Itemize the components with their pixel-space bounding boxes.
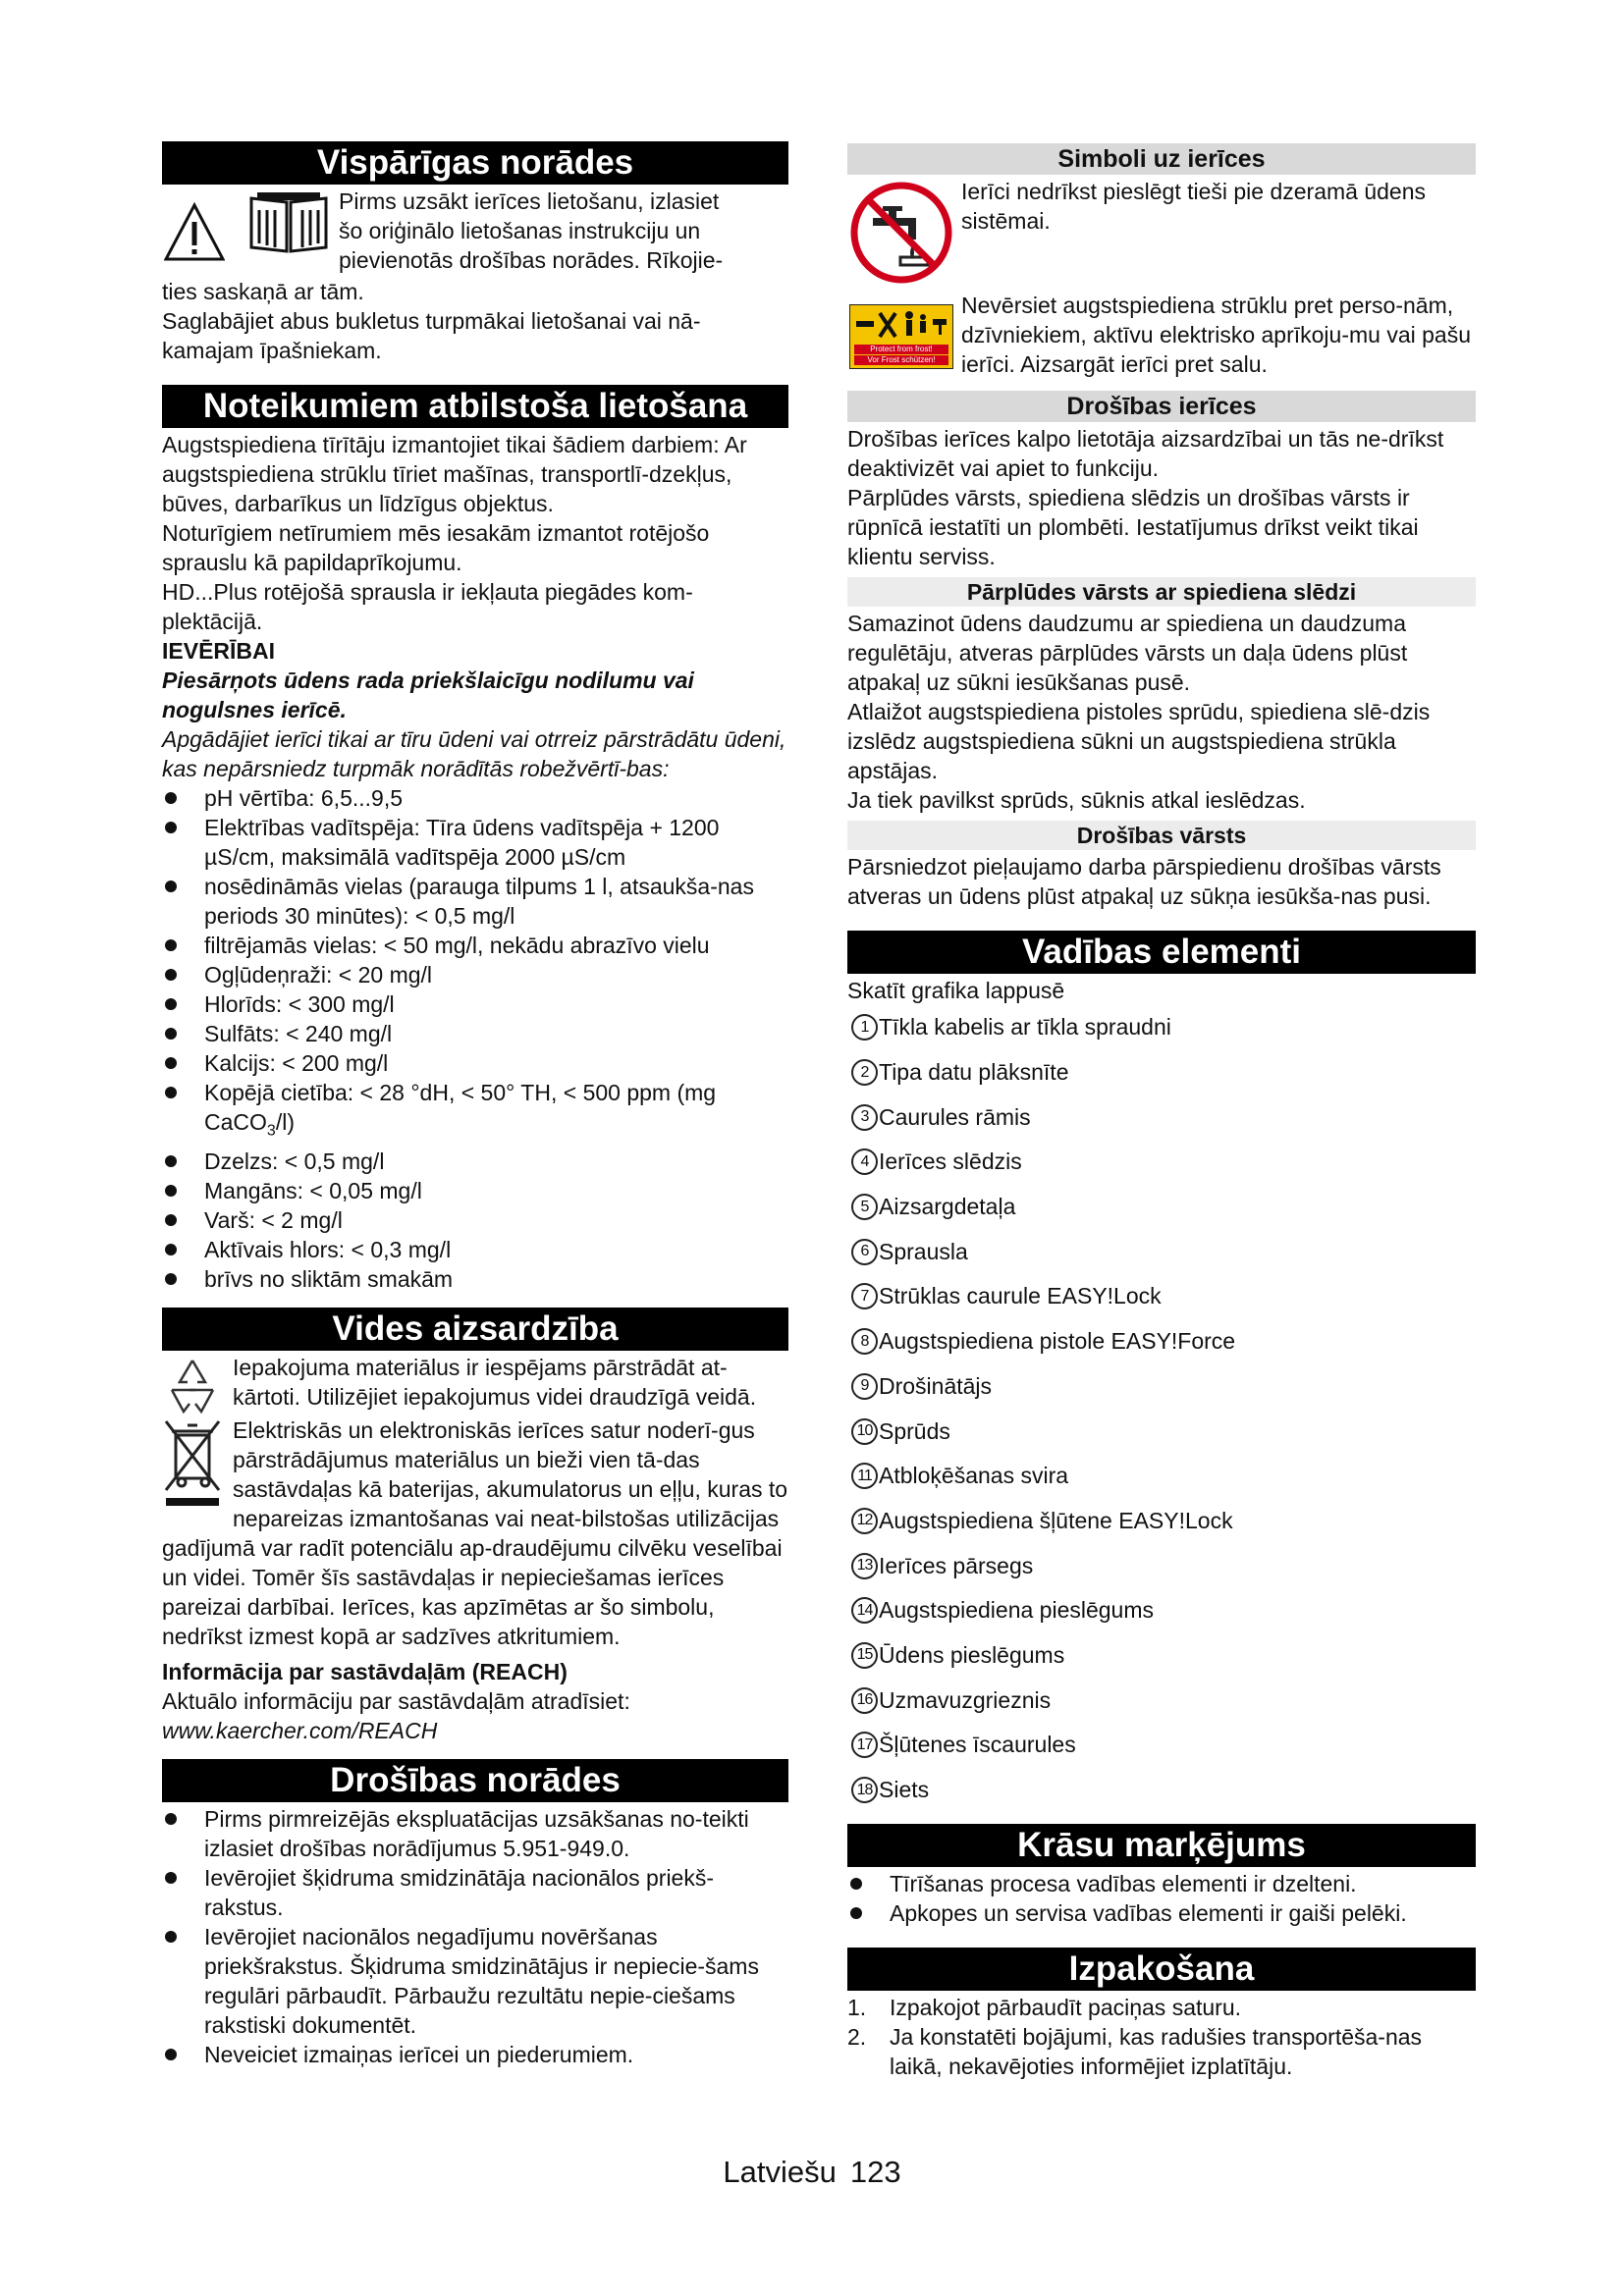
color-coding-item: Tīrīšanas procesa vadības elementi ir dzelteni. <box>847 1869 1476 1898</box>
control-label: Aizsargdetaļa <box>879 1194 1016 1220</box>
limit-item: Dzelzs: < 0,5 mg/l <box>162 1147 788 1176</box>
control-item <box>851 1050 1476 1095</box>
control-item <box>851 1454 1476 1499</box>
control-item <box>851 1588 1476 1633</box>
general-intro-tail: ties saskaņā ar tām. <box>162 279 364 304</box>
intended-use-p2: Noturīgiem netīrumiem mēs iesakām izmantot rotējošo sprauslu kā papildaprīkojumu. <box>162 520 710 575</box>
control-label: Tipa datu plāksnīte <box>879 1059 1069 1086</box>
limit-item-hardness <box>162 1078 788 1147</box>
number-badge: 17 <box>851 1732 878 1758</box>
controls-list <box>851 1005 1476 1812</box>
recycle-block <box>162 1353 788 1415</box>
overflow-valve-p1: Samazinot ūdens daudzumu ar spiediena un daudzuma regulētāju, atveras pārplūdes vārsts un daļa ūdens plūst atpakaļ uz sūkni iesūkšanas pusē. <box>847 611 1408 695</box>
overflow-valve-p2: Atlaižot augstspiediena pistoles sprūdu, spiediena slē-dzis izslēdz augstspiediena sūkni un augstspiediena strūkla apstājas. <box>847 699 1431 783</box>
safety-note-item: Pirms pirmreizējās ekspluatācijas uzsākšanas no-teikti izlasiet drošības norādījumus 5.951-949.0. <box>162 1804 788 1863</box>
control-item <box>851 1319 1476 1364</box>
step-text: Izpakojot pārbaudīt paciņas saturu. <box>890 1995 1242 2021</box>
unpacking-step <box>847 2022 1476 2081</box>
limit-item: Varš: < 2 mg/l <box>162 1205 788 1235</box>
reach-title: Informācija par sastāvdaļām (REACH) <box>162 1658 568 1684</box>
safety-note-item: Ievērojiet nacionālos negadījumu novēršanas priekšrakstus. Šķidruma smidzinātājus ir nepiecie-šams regulāri pārbaudīt. Pārbaužu rezultātu nepie-ciešams rakstiski dokumentēt. <box>162 1922 788 2040</box>
heading-intended-use: Noteikumiem atbilstoša lietošana <box>162 385 788 428</box>
right-column <box>847 143 1476 2081</box>
control-label: Šļūtenes īscaurules <box>879 1732 1076 1758</box>
controls-intro: Skatīt grafika lappusē <box>847 978 1065 1003</box>
control-item <box>851 1140 1476 1185</box>
number-badge: 18 <box>851 1777 878 1803</box>
weee-block <box>162 1415 788 1651</box>
safety-notes-list <box>162 1804 788 2069</box>
control-label: Augstspiediena pistole EASY!Force <box>879 1328 1236 1355</box>
caco-tail: /l) <box>275 1109 295 1135</box>
heading-general-notes: Vispārīgas norādes <box>162 141 788 185</box>
limit-item: nosēdināmās vielas (parauga tilpums 1 l, atsaukša-nas periods 30 minūtes): < 0,5 mg/l <box>162 872 788 931</box>
recycle-icon <box>162 1355 223 1415</box>
control-item <box>851 1409 1476 1454</box>
intended-use-p3: HD...Plus rotējošā sprausla ir iekļauta piegādes kom-plektācijā. <box>162 579 693 634</box>
symbol1-text: Ierīci nedrīkst pieslēgt tieši pie dzeramā ūdens sistēmai. <box>961 179 1427 234</box>
control-label: Sprūds <box>879 1417 950 1444</box>
footer-page-number: 123 <box>849 2155 901 2189</box>
limit-item: filtrējamās vielas: < 50 mg/l, nekādu abrazīvo vielu <box>162 931 788 960</box>
number-badge: 4 <box>851 1148 878 1175</box>
number-badge: 14 <box>851 1597 878 1624</box>
overflow-valve-p3: Ja tiek pavilkst sprūds, sūknis atkal ieslēdzas. <box>847 787 1306 813</box>
number-badge: 10 <box>851 1418 878 1445</box>
footer-language: Latviešu <box>723 2155 837 2189</box>
step-number: 2. <box>847 2024 867 2051</box>
control-label: Augstspiediena šļūtene EASY!Lock <box>879 1507 1233 1533</box>
limit-item: Ogļūdeņraži: < 20 mg/l <box>162 960 788 989</box>
control-item <box>851 1723 1476 1768</box>
heading-unpacking: Izpakošana <box>847 1948 1476 1991</box>
heading-environment: Vides aizsardzība <box>162 1308 788 1351</box>
no-drinking-water-icon <box>849 181 953 285</box>
safety-devices-p1: Drošības ierīces kalpo lietotāja aizsardzībai un tās ne-drīkst deaktivizēt vai apiet to funkciju. <box>847 426 1444 481</box>
intended-use-p1: Augstspiediena tīrītāju izmantojiet tikai šādiem darbiem: Ar augstspiediena strūklu tīriet mašīnas, transportlī-dzekļus, būves, darbarīkus un līdzīgus objektus. <box>162 432 747 516</box>
no-spray-people-icon <box>850 305 952 345</box>
caco-subscript: 3 <box>266 1122 276 1140</box>
weee-text: Elektriskās un elektroniskās ierīces satur noderī-gus pārstrādājumus materiālus un bieži vien tā-das sastāvdaļas kā baterijas, akumulatorus un eļļu, kuras to nepareizas izmantošanas vai neat-bilstošas utilizācijas gadījumā var radīt potenciālu ap-draudējumu cilvēku veselībai un videi. Tomēr šīs sastāvdaļas ir nepieciešamas ierīces pareizai darbībai. Ierīces, kas apzīmētas ar šo simbolu, nedrīkst izmest kopā ar sadzīves atkritumiem. <box>162 1416 788 1649</box>
number-badge: 16 <box>851 1687 878 1714</box>
control-label: Caurules rāmis <box>879 1103 1031 1130</box>
crossed-bin-icon <box>162 1417 223 1512</box>
general-save-text: Saglabājiet abus bukletus turpmākai lietošanai vai nā-kamajam īpašniekam. <box>162 308 701 363</box>
number-badge: 12 <box>851 1508 878 1534</box>
heading-safety-notes: Drošības norādes <box>162 1759 788 1802</box>
heading-overflow-valve: Pārplūdes vārsts ar spiediena slēdzi <box>847 577 1476 607</box>
control-label: Ierīces pārsegs <box>879 1552 1034 1578</box>
control-item <box>851 1768 1476 1813</box>
number-badge: 1 <box>851 1014 878 1041</box>
manual-book-icon <box>247 188 330 255</box>
left-column <box>162 141 788 2069</box>
limit-item: Aktīvais hlors: < 0,3 mg/l <box>162 1235 788 1264</box>
control-label: Augstspiediena pieslēgums <box>879 1597 1155 1624</box>
symbol-block-drinking-water <box>847 177 1476 285</box>
notice-bold-text: Piesārņots ūdens rada priekšlaicīgu nodilumu vai nogulsnes ierīcē. <box>162 667 694 722</box>
number-badge: 15 <box>851 1642 878 1669</box>
control-item <box>851 1229 1476 1274</box>
symbol-block-jet-warning <box>847 291 1476 385</box>
water-limits-list <box>162 783 788 1294</box>
symbol2-text: Nevērsiet augstspiediena strūklu pret perso-nām, dzīvniekiem, aktīvu elektrisko aprīkoju-mu vai pašu ierīci. Aizsargāt ierīci pret salu. <box>961 293 1471 377</box>
number-badge: 7 <box>851 1283 878 1309</box>
unpacking-step <box>847 1993 1476 2022</box>
hardness-text: Kopējā cietība: < 28 °dH, < 50° TH, < 500 ppm (mg CaCO <box>204 1080 717 1135</box>
number-badge: 13 <box>851 1553 878 1579</box>
notice-italic-text: Apgādājiet ierīci tikai ar tīru ūdeni vai otrreiz pārstrādātu ūdeni, kas nepārsniedz turpmāk norādītās robežvērtī-bas: <box>162 726 786 781</box>
reach-text: Aktuālo informāciju par sastāvdaļām atradīsiet: <box>162 1687 630 1714</box>
control-item <box>851 1543 1476 1588</box>
limit-item: Sulfāts: < 240 mg/l <box>162 1019 788 1048</box>
control-label: Siets <box>879 1777 930 1803</box>
control-item <box>851 1005 1476 1050</box>
warning-triangle-icon <box>164 202 225 263</box>
control-label: Ūdens pieslēgums <box>879 1641 1065 1668</box>
safety-valve-p1: Pārsniedzot pieļaujamo darba pārspiedienu drošības vārsts atveras un ūdens plūst atpakaļ uz sūkņa iesūkša-nas pusi. <box>847 854 1441 909</box>
general-intro-line-2: šo oriģinālo lietošanas instrukciju un <box>339 218 701 243</box>
step-number: 1. <box>847 1995 867 2021</box>
number-badge: 11 <box>851 1463 878 1489</box>
control-label: Ierīces slēdzis <box>879 1148 1022 1175</box>
control-label: Tīkla kabelis ar tīkla spraudni <box>879 1014 1171 1041</box>
limit-item: pH vērtība: 6,5...9,5 <box>162 783 788 813</box>
number-badge: 8 <box>851 1328 878 1355</box>
number-badge: 2 <box>851 1059 878 1086</box>
recycle-text: Iepakojuma materiālus ir iespējams pārstrādāt at-kārtoti. Utilizējiet iepakojumus videi draudzīgā veidā. <box>233 1354 757 1410</box>
number-badge: 6 <box>851 1239 878 1265</box>
reach-url[interactable]: www.kaercher.com/REACH <box>162 1717 438 1743</box>
limit-item: Hlorīds: < 300 mg/l <box>162 989 788 1019</box>
control-item <box>851 1185 1476 1230</box>
safety-note-item: Neveiciet izmaiņas ierīcei un piederumiem. <box>162 2040 788 2069</box>
limit-item: Kalcijs: < 200 mg/l <box>162 1048 788 1078</box>
general-intro-line-3: pievienotās drošības norādes. Rīkojie- <box>339 247 724 273</box>
color-coding-item: Apkopes un servisa vadības elementi ir gaiši pelēki. <box>847 1898 1476 1928</box>
step-text: Ja konstatēti bojājumi, kas radušies transportēša-nas laikā, nekavējoties informējiet izplatītāju. <box>890 2024 1423 2080</box>
heading-color-coding: Krāsu marķējums <box>847 1824 1476 1867</box>
heading-device-symbols: Simboli uz ierīces <box>847 143 1476 175</box>
color-coding-list <box>847 1869 1476 1928</box>
control-label: Uzmavuzgrieznis <box>879 1686 1052 1713</box>
control-item <box>851 1274 1476 1319</box>
general-intro <box>162 187 788 277</box>
control-item <box>851 1364 1476 1410</box>
number-badge: 9 <box>851 1373 878 1400</box>
limit-item: Elektrības vadītspēja: Tīra ūdens vadītspēja + 1200 µS/cm, maksimālā vadītspēja 2000 µS/cm <box>162 813 788 872</box>
safety-note-item: Ievērojiet šķidruma smidzinātāja nacionālos priekš-rakstus. <box>162 1863 788 1922</box>
control-item <box>851 1499 1476 1544</box>
limit-item: brīvs no sliktām smakām <box>162 1264 788 1294</box>
number-badge: 5 <box>851 1194 878 1220</box>
control-label: Sprausla <box>879 1238 968 1264</box>
frost-label-en: Protect from frost! <box>854 345 948 354</box>
frost-label-de: Vor Frost schützen! <box>854 355 948 365</box>
notice-label: IEVĒRĪBAI <box>162 638 276 664</box>
heading-controls: Vadības elementi <box>847 931 1476 974</box>
control-label: Strūklas caurule EASY!Lock <box>879 1283 1162 1309</box>
unpacking-steps <box>847 1993 1476 2081</box>
control-item <box>851 1678 1476 1723</box>
safety-devices-p2: Pārplūdes vārsts, spiediena slēdzis un drošības vārsts ir rūpnīcā iestatīti un plombēti. Iestatījumus drīkst veikt tikai klientu serviss. <box>847 485 1419 569</box>
control-label: Atbloķēšanas svira <box>879 1463 1069 1489</box>
control-label: Drošinātājs <box>879 1372 993 1399</box>
limit-item: Mangāns: < 0,05 mg/l <box>162 1176 788 1205</box>
page-footer <box>0 2155 1624 2190</box>
number-badge: 3 <box>851 1104 878 1131</box>
heading-safety-valve: Drošības vārsts <box>847 821 1476 850</box>
heading-safety-devices: Drošības ierīces <box>847 391 1476 422</box>
control-item <box>851 1633 1476 1679</box>
control-item <box>851 1095 1476 1140</box>
general-intro-line-1: Pirms uzsākt ierīces lietošanu, izlasiet <box>339 188 720 214</box>
frost-warning-sticker <box>849 304 953 369</box>
